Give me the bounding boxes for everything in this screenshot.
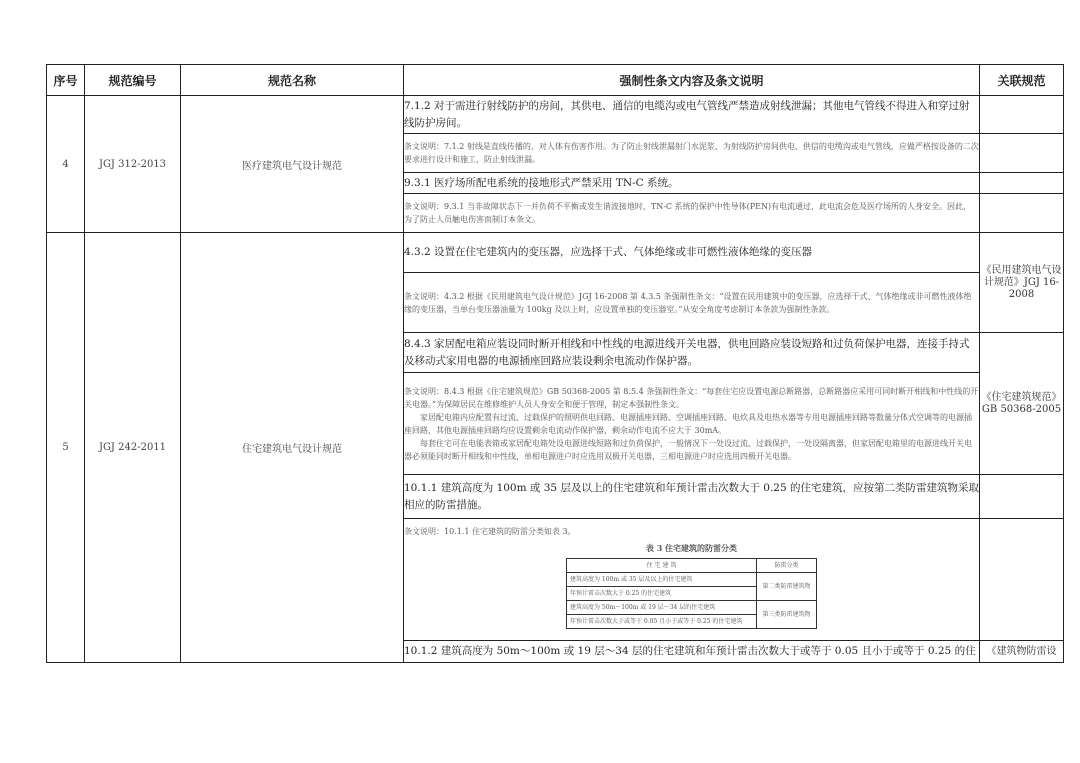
lightning-table-figure [404, 538, 979, 635]
lightning-table-row [567, 572, 817, 586]
lightning-class-cell: 第二类防雷建筑物 [757, 572, 817, 600]
lightning-building-cell: 年预计雷击次数大于或等于 0.05 且小于或等于 0.25 的住宅建筑 [567, 614, 757, 628]
related-cell [980, 194, 1064, 233]
note-para: 每套住宅可在电能表箱或家居配电箱处设电源进线短路和过负荷保护，一般情况下一处设过流、过载保护，一处设隔离器，但家居配电箱里的电源进线开关电器必须能同时断开相线和中性线，单相电源进户时应选用双极开关电器，三相电源进户时应选用四极开关电器。 [404, 438, 972, 461]
clause-text: 10.1.1 建筑高度为 100m 或 35 层及以上的住宅建筑和年预计雷击次数大于 0.25 的住宅建筑，应按第二类防雷建筑物采取相应的防雷措施。 [404, 475, 980, 519]
related-spec: 《民用建筑电气设计规范》JGJ 16-2008 [980, 233, 1064, 333]
header-content: 强制性条文内容及条文说明 [404, 65, 980, 96]
related-cell [980, 475, 1064, 519]
row-seq: 4 [47, 96, 85, 233]
row-code: JGJ 242-2011 [85, 233, 181, 663]
related-cell [980, 519, 1064, 641]
header-row [47, 65, 1064, 96]
note-para: 条文说明：10.1.1 住宅建筑的防雷分类如表 3。 [404, 526, 576, 536]
clause-text: 8.4.3 家居配电箱应装设同时断开相线和中性线的电源进线开关电器，供电回路应装设短路和过负荷保护电器，连接手持式及移动式家用电器的电源插座回路应装设剩余电流动作保护器。 [404, 333, 980, 373]
clause-text: 9.3.1 医疗场所配电系统的接地形式严禁采用 TN-C 系统。 [404, 173, 980, 194]
related-cell [980, 96, 1064, 134]
lightning-class-cell: 第三类防雷建筑物 [757, 600, 817, 628]
lightning-table-row [567, 600, 817, 614]
row-seq: 5 [47, 233, 85, 663]
header-related: 关联规范 [980, 65, 1064, 96]
header-code: 规范编号 [85, 65, 181, 96]
lightning-table [566, 558, 817, 629]
table-row [47, 96, 1064, 134]
clause-note [404, 373, 980, 475]
header-name: 规范名称 [181, 65, 404, 96]
note-para: 家居配电箱内应配置有过流、过载保护的照明供电回路、电源插座回路、空调插座回路、电炊具及电热水器等专用电源插座回路等数量分体式空调等的电源插座回路，其他电源插座回路均应设置剩余电流动作保护器，剩余动作电流不应大于 30mA。 [404, 412, 972, 435]
row-name: 住宅建筑电气设计规范 [181, 233, 404, 663]
header-seq: 序号 [47, 65, 85, 96]
clause-note: 条文说明：7.1.2 射线是直线传播的，对人体有伤害作用。为了防止射线泄漏射门水泥浆、为射线防护房间供电、供信的电缆沟或电气管线，应做严格按设备的二次要求进行设计和施工，防止射线泄漏。 [404, 134, 980, 173]
lightning-building-cell: 年预计雷击次数大于 0.25 的住宅建筑 [567, 586, 757, 600]
related-spec: 《住宅建筑规范》GB 50368-2005 [980, 333, 1064, 475]
lightning-table-header [567, 558, 817, 572]
related-cell [980, 134, 1064, 173]
note-para: 条文说明：8.4.3 根据《住宅建筑规范》GB 50368-2005 第 8.5.4 条强制性条文：“每套住宅应设置电源总断路器，总断路器应采用可同时断开相线和中性线的开关电器。”为保障居民在维修维护人员人身安全和便于管理，制定本强制性条文。 [404, 386, 979, 409]
clause-note: 条文说明：4.3.2 根据《民用建筑电气设计规范》JGJ 16-2008 第 4.3.5 条强制性条文：“设置在民用建筑中的变压器，应选择干式、气体绝缘或非可燃性液体绝缘的变压器，当单台变压器油量为 100kg 及以上时，应设置单独的变压器室。”从安全角度考虑制订本条款为强制性条款。 [404, 273, 980, 333]
spec-table [46, 64, 1064, 663]
related-spec: 《建筑物防雷设 [980, 641, 1064, 663]
related-cell [980, 173, 1064, 194]
lightning-col-building: 住 宅 建 筑 [567, 558, 757, 572]
clause-text: 10.1.2 建筑高度为 50m～100m 或 19 层～34 层的住宅建筑和年预计雷击次数大于或等于 0.05 且小于或等于 0.25 的住 [404, 641, 980, 663]
clause-text: 4.3.2 设置在住宅建筑内的变压器，应选择干式、气体绝缘或非可燃性液体绝缘的变压器 [404, 233, 980, 273]
lightning-col-class: 防雷分类 [757, 558, 817, 572]
lightning-building-cell: 建筑高度为 100m 或 35 层及以上的住宅建筑 [567, 572, 757, 586]
table-row [47, 233, 1064, 273]
clause-note: 条文说明：9.3.1 当非故障状态下一并负荷不平衡或发生谐波接地时，TN-C 系统的保护中性导体(PEN)有电流通过，此电流会危及医疗场所的人身安全。因此，为了防止人员触电伤害而制订本条文。 [404, 194, 980, 233]
row-code: JGJ 312-2013 [85, 96, 181, 233]
clause-note [404, 519, 980, 641]
lightning-building-cell: 建筑高度为 50m～100m 或 19 层～34 层的住宅建筑 [567, 600, 757, 614]
row-name: 医疗建筑电气设计规范 [181, 96, 404, 233]
lightning-table-caption: 表 3 住宅建筑的防雷分类 [645, 542, 738, 553]
clause-text: 7.1.2 对于需进行射线防护的房间，其供电、通信的电缆沟或电气管线严禁造成射线泄漏；其他电气管线不得进入和穿过射线防护房间。 [404, 96, 980, 134]
